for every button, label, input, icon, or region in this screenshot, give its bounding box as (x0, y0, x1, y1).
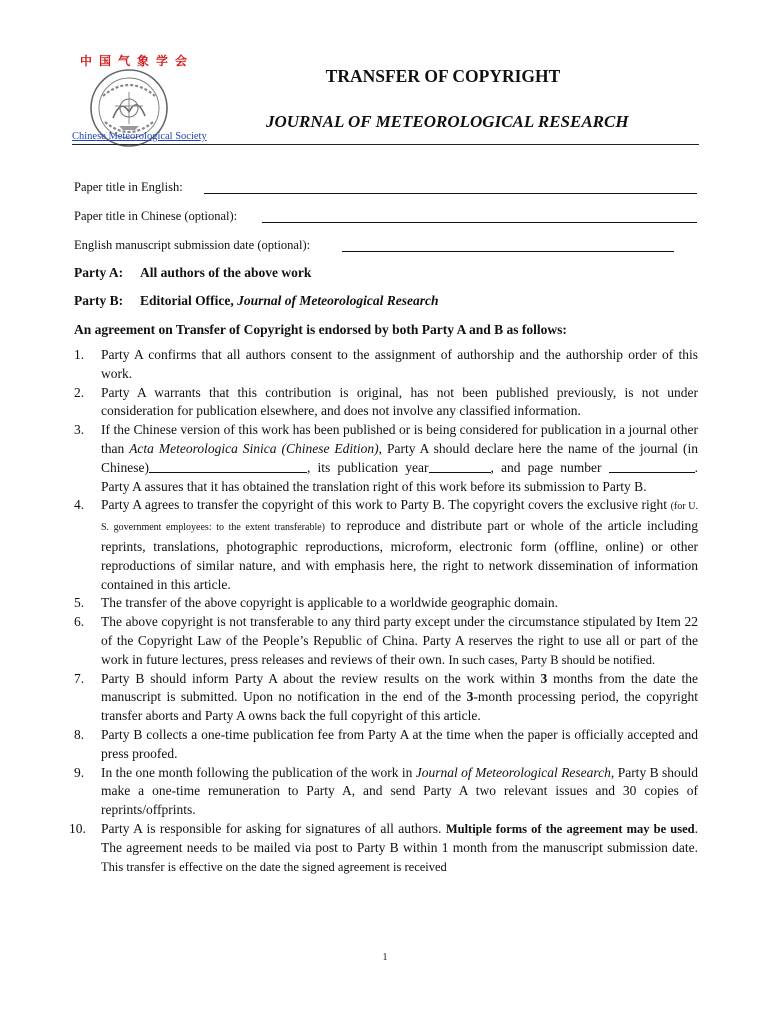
agreement-heading: An agreement on Transfer of Copyright is endorsed by both Party A and B as follows: (74, 322, 567, 337)
list-item: 4. Party A agrees to transfer the copyright of this work to Party B. The copyright covers the exclusive right (for U. S. government employees: to the extent transferable) to reproduce and distribute part or whole of the article including reprints, translations, photographic reproductions, microform, electronic form (offline, online) or other reproductions of similar nature, and with emphasis here, the right to network dissemination of information contained in this article. (74, 497, 699, 592)
party-a (74, 265, 311, 281)
title-cn-label: Paper title in Chinese (optional): (74, 209, 238, 223)
party-b-journal: Journal of Meteorological Research (237, 293, 439, 308)
document-title: TRANSFER OF COPYRIGHT (325, 66, 561, 86)
title-en-label: Paper title in English: (74, 180, 183, 194)
list-item: 10. Party A is responsible for asking for signatures of all authors. Multiple forms of the agreement may be used. The agreement needs to be mailed via post to Party B within 1 month from the manuscript submission date. This transfer is effective on the date the signed agreement is received (69, 820, 698, 874)
list-item: 5. The transfer of the above copyright is applicable to a worldwide geographic domain. (74, 595, 558, 611)
page-number: 1 (382, 952, 388, 963)
party-b-value: Editorial Office, (140, 293, 234, 308)
title-en-input-line[interactable] (204, 193, 697, 194)
terms-list (69, 346, 699, 876)
list-item: 1. Party A confirms that all authors consent to the assignment of authorship and the authorship order of this work. (74, 347, 698, 381)
society-name-cn: 中国气象学会 (80, 54, 195, 68)
header-divider (72, 144, 699, 145)
party-b-label: Party B: (74, 293, 124, 308)
list-item: 9. In the one month following the publication of the work in Journal of Meteorological Research, Party B should make a one-time remuneration to Party A, and send Party A two relevant issues and 30 copies of reprints/offprints. (74, 764, 698, 818)
publication-year-blank[interactable] (429, 460, 491, 473)
party-a-label: Party A: (74, 265, 124, 280)
journal-title: JOURNAL OF METEOROLOGICAL RESEARCH (266, 112, 629, 131)
submission-date-label: English manuscript submission date (optional): (74, 238, 311, 252)
journal-name-blank[interactable] (149, 460, 307, 473)
society-name-link[interactable]: Chinese Meteorological Society (72, 131, 207, 142)
party-a-value: All authors of the above work (140, 265, 312, 280)
title-cn-input-line[interactable] (262, 222, 697, 223)
list-item: 7. Party B should inform Party A about the review results on the work within 3 months from the date the manuscript is submitted. Upon no notification in the end of the 3-month processing period, the copyright transfer aborts and Party A owns back the full copyright of this article. (74, 670, 698, 724)
list-item: 2. Party A warrants that this contribution is original, has not been published previously, is not under consideration for publication elsewhere, and does not involve any classified information. (74, 384, 698, 419)
page-number-blank[interactable] (609, 460, 695, 473)
party-b (74, 293, 438, 309)
list-item: 8. Party B collects a one-time publication fee from Party A at the time when the paper is officially accepted and press proofed. (74, 726, 698, 761)
submission-date-input-line[interactable] (342, 251, 674, 252)
list-item: 3. If the Chinese version of this work has been published or is being considered for publication in a journal other than Acta Meteorologica Sinica (Chinese Edition), Party A should declare here the name of the journal (in Chinese) , its publication year , and page number . Party A assures that it has obtained the translation right of this work before its submission to Party B. (74, 422, 698, 494)
list-item: 6. The above copyright is not transferable to any third party except under the circumstance stipulated by Item 22 of the Copyright Law of the People’s Republic of China. Party A reserves the right to use all or part of the work in future lectures, press releases and reviews of their own. In such cases, Party B should be notified. (74, 614, 698, 667)
